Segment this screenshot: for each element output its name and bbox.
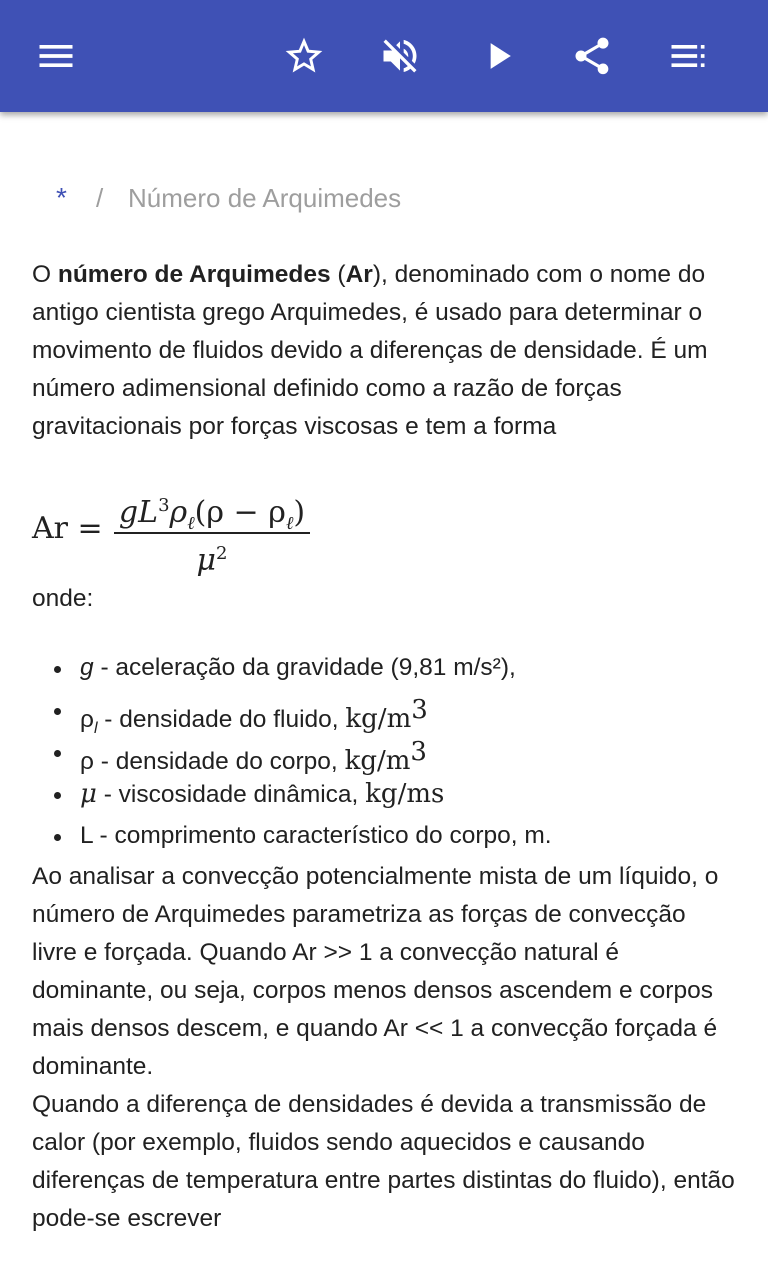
term-bold: número de Arquimedes	[57, 261, 331, 288]
breadcrumb	[56, 180, 401, 216]
breadcrumb-home-link[interactable]: *	[56, 182, 67, 213]
var-unit-exp: 3	[411, 695, 428, 725]
mute-button[interactable]	[368, 24, 432, 88]
num-close: )	[293, 495, 306, 530]
formula-lhs: Ar =	[32, 511, 103, 546]
den-mu: μ	[196, 543, 217, 578]
variables-list	[32, 648, 736, 858]
num-exp: 3	[158, 495, 170, 516]
intro-text-3: ), denominado com o nome do antigo cientista grego Arquimedes, é usado para determinar o movimento de fluidos devido a diferenças de densidade. É um número adimensional definido como a razão de forças gravitacionais por forças viscosas e tem a forma	[32, 261, 708, 440]
share-button[interactable]	[560, 24, 624, 88]
article-content	[32, 256, 736, 1238]
var-unit: kg/m	[345, 704, 412, 735]
archimedes-formula	[32, 484, 736, 580]
var-text: - densidade do fluido,	[97, 706, 346, 734]
var-text: - densidade do corpo,	[93, 748, 345, 776]
menu-button[interactable]	[24, 24, 88, 88]
play-button[interactable]	[466, 24, 530, 88]
var-symbol: g	[80, 654, 94, 681]
list-item	[32, 648, 736, 690]
var-unit: kg/m	[344, 746, 411, 777]
var-symbol: L	[80, 822, 93, 849]
var-unit: kg/ms	[365, 779, 445, 809]
app-bar	[0, 0, 768, 112]
var-text: - comprimento característico do corpo, m.	[92, 822, 552, 849]
den-exp: 2	[216, 543, 228, 564]
formula-numerator	[114, 484, 310, 534]
list-item	[32, 690, 736, 738]
breadcrumb-current: Número de Arquimedes	[128, 183, 402, 213]
var-unit-exp: 3	[410, 737, 427, 767]
num-paren: (ρ − ρ	[194, 495, 286, 530]
formula-denominator	[114, 534, 310, 581]
var-symbol: μ	[80, 779, 97, 809]
list-icon	[666, 34, 710, 78]
abbrev-bold: Ar	[345, 261, 373, 288]
num-gl: gL	[118, 495, 159, 530]
contents-button[interactable]	[656, 24, 720, 88]
num-sub2: ℓ	[285, 513, 294, 534]
convection-paragraph: Ao analisar a convecção potencialmente mista de um líquido, o número de Arquimedes parametriza as forças de convecção livre e forçada. Quando Ar >> 1 a convecção natural é dominante, ou seja, corpos menos densos ascendem e corpos mais densos descem, e quando Ar << 1 a convecção forçada é dominante.	[32, 863, 719, 1080]
formula-fraction	[114, 484, 310, 581]
intro-paragraph	[32, 256, 736, 446]
breadcrumb-separator: /	[96, 183, 104, 213]
var-symbol: ρ	[80, 706, 94, 734]
list-item	[32, 774, 736, 816]
intro-text-1: O	[32, 261, 58, 288]
num-sub: ℓ	[187, 513, 195, 534]
var-text: - aceleração da gravidade (9,81 m/s²),	[93, 654, 516, 681]
var-symbol-sub: l	[93, 720, 98, 738]
favorite-button[interactable]	[272, 24, 336, 88]
list-item	[32, 816, 736, 858]
volume-off-icon	[378, 34, 422, 78]
star-icon	[282, 34, 326, 78]
onde-label: onde:	[32, 585, 94, 612]
var-text: - viscosidade dinâmica,	[96, 781, 366, 808]
play-icon	[476, 34, 520, 78]
num-rho: ρ	[169, 495, 188, 530]
list-item	[32, 732, 736, 777]
menu-icon	[34, 34, 78, 78]
heat-transfer-paragraph: Quando a diferença de densidades é devida a transmissão de calor (por exemplo, fluidos sendo aquecidos e causando diferenças de temperatura entre partes distintas do fluido), então pode-se escrever	[32, 1091, 735, 1232]
share-icon	[570, 34, 614, 78]
intro-text-2: (	[330, 261, 346, 288]
var-symbol: ρ	[80, 748, 94, 776]
